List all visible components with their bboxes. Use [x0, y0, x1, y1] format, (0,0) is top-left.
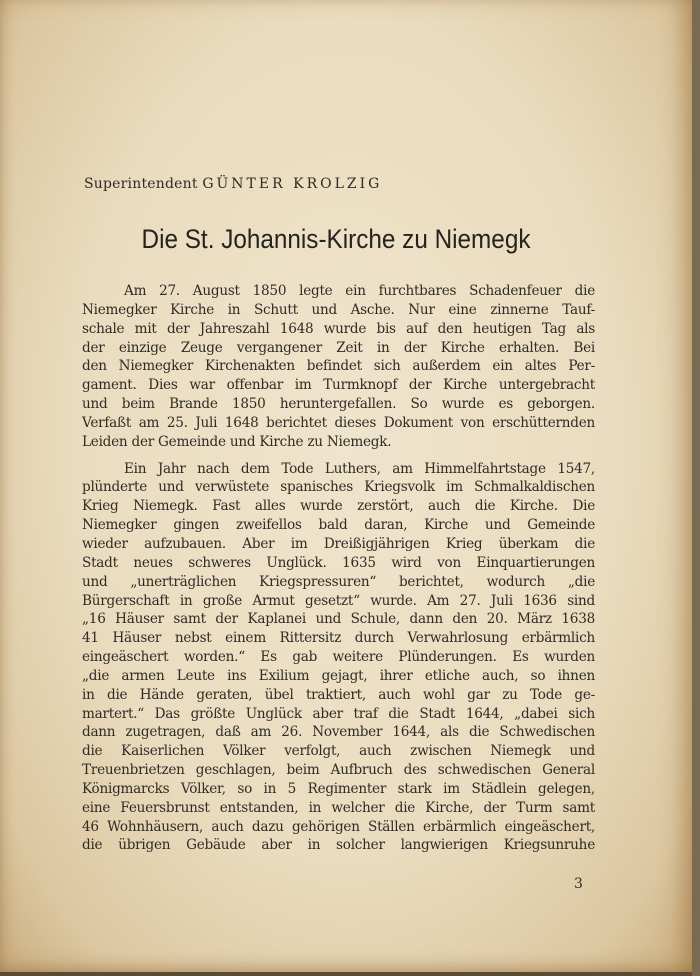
page-number: 3	[574, 876, 583, 892]
text-line: der einzige Zeuge vergangener Zeit in der Kirche erhalten. Bei	[82, 339, 595, 356]
author-line	[84, 176, 382, 192]
text-line: schale mit der Jahreszahl 1648 wurde bis auf den heutigen Tag als	[82, 320, 595, 337]
author-name: GÜNTER KROLZIG	[202, 176, 383, 192]
text-line: 41 Häuser nebst einem Rittersitz durch Verwahrlosung erbärmlich	[82, 630, 595, 647]
paragraph	[82, 282, 595, 452]
text-line: die übrigen Gebäude aber in solcher langwierigen Kriegsunruhe	[82, 837, 595, 854]
text-line: plünderte und verwüstete spanisches Kriegsvolk im Schmalkaldischen	[82, 479, 595, 496]
text-line: Stadt neues schweres Unglück. 1635 wird von Einquartierungen	[82, 554, 595, 571]
text-line: Treuenbrietzen geschlagen, beim Aufbruch des schwedischen General	[82, 762, 595, 779]
text-line: wieder aufzubauen. Aber im Dreißigjährigen Krieg überkam die	[82, 535, 595, 552]
author-role: Superintendent	[84, 176, 198, 192]
text-line: „die armen Leute ins Exilium gejagt, ihrer etliche auch, so ihnen	[82, 667, 595, 684]
article-title: Die St. Johannis-Kirche zu Niemegk	[141, 224, 531, 254]
text-line: martert.“ Das größte Unglück aber traf die Stadt 1644, „dabei sich	[82, 705, 595, 722]
text-line: Niemegker Kirche in Schutt und Asche. Nur eine zinnerne Tauf-	[82, 301, 595, 318]
text-line: Verfaßt am 25. Juli 1648 berichtet dieses Dokument von erschütternden	[82, 414, 595, 431]
text-line: dann zugetragen, daß am 26. November 1644, als die Schwedischen	[82, 724, 595, 741]
text-line: gament. Dies war offenbar im Turmknopf der Kirche untergebracht	[82, 377, 595, 394]
text-line: und „unerträglichen Kriegspressuren“ berichtet, wodurch „die	[82, 573, 595, 590]
text-line: 46 Wohnhäusern, auch dazu gehörigen Ställen erbärmlich eingeäschert,	[82, 818, 595, 835]
text-line: eingeäschert worden.“ Es gab weitere Plünderungen. Es wurden	[82, 649, 595, 666]
article-body	[82, 282, 595, 863]
text-line: Niemegker gingen zweifellos bald daran, Kirche und Gemeinde	[82, 517, 595, 534]
text-line: „16 Häuser samt der Kaplanei und Schule, dann den 20. März 1638	[82, 611, 595, 628]
paragraph	[82, 460, 595, 856]
text-line: Königmarcks Völker, so in 5 Regimenter stark im Städlein gelegen,	[82, 780, 595, 797]
text-line: Ein Jahr nach dem Tode Luthers, am Himmelfahrtstage 1547,	[124, 460, 595, 477]
page-edge	[692, 0, 700, 976]
text-line: eine Feuersbrunst entstanden, in welcher die Kirche, der Turm samt	[82, 799, 595, 816]
text-line: Leiden der Gemeinde und Kirche zu Niemegk.	[82, 433, 392, 450]
text-line: Krieg Niemegk. Fast alles wurde zerstört, auch die Kirche. Die	[82, 498, 595, 515]
text-line: Bürgerschaft in große Armut gesetzt“ wurde. Am 27. Juli 1636 sind	[82, 592, 595, 609]
text-line: die Kaiserlichen Völker verfolgt, auch zwischen Niemegk und	[82, 743, 595, 760]
text-line: und beim Brande 1850 heruntergefallen. So wurde es geborgen.	[82, 396, 595, 413]
text-line: den Niemegker Kirchenakten befindet sich außerdem ein altes Per-	[82, 358, 595, 375]
text-line: Am 27. August 1850 legte ein furchtbares Schadenfeuer die	[124, 283, 595, 299]
text-line: in die Hände geraten, übel traktiert, auch wohl gar zu Tode ge-	[82, 686, 595, 703]
